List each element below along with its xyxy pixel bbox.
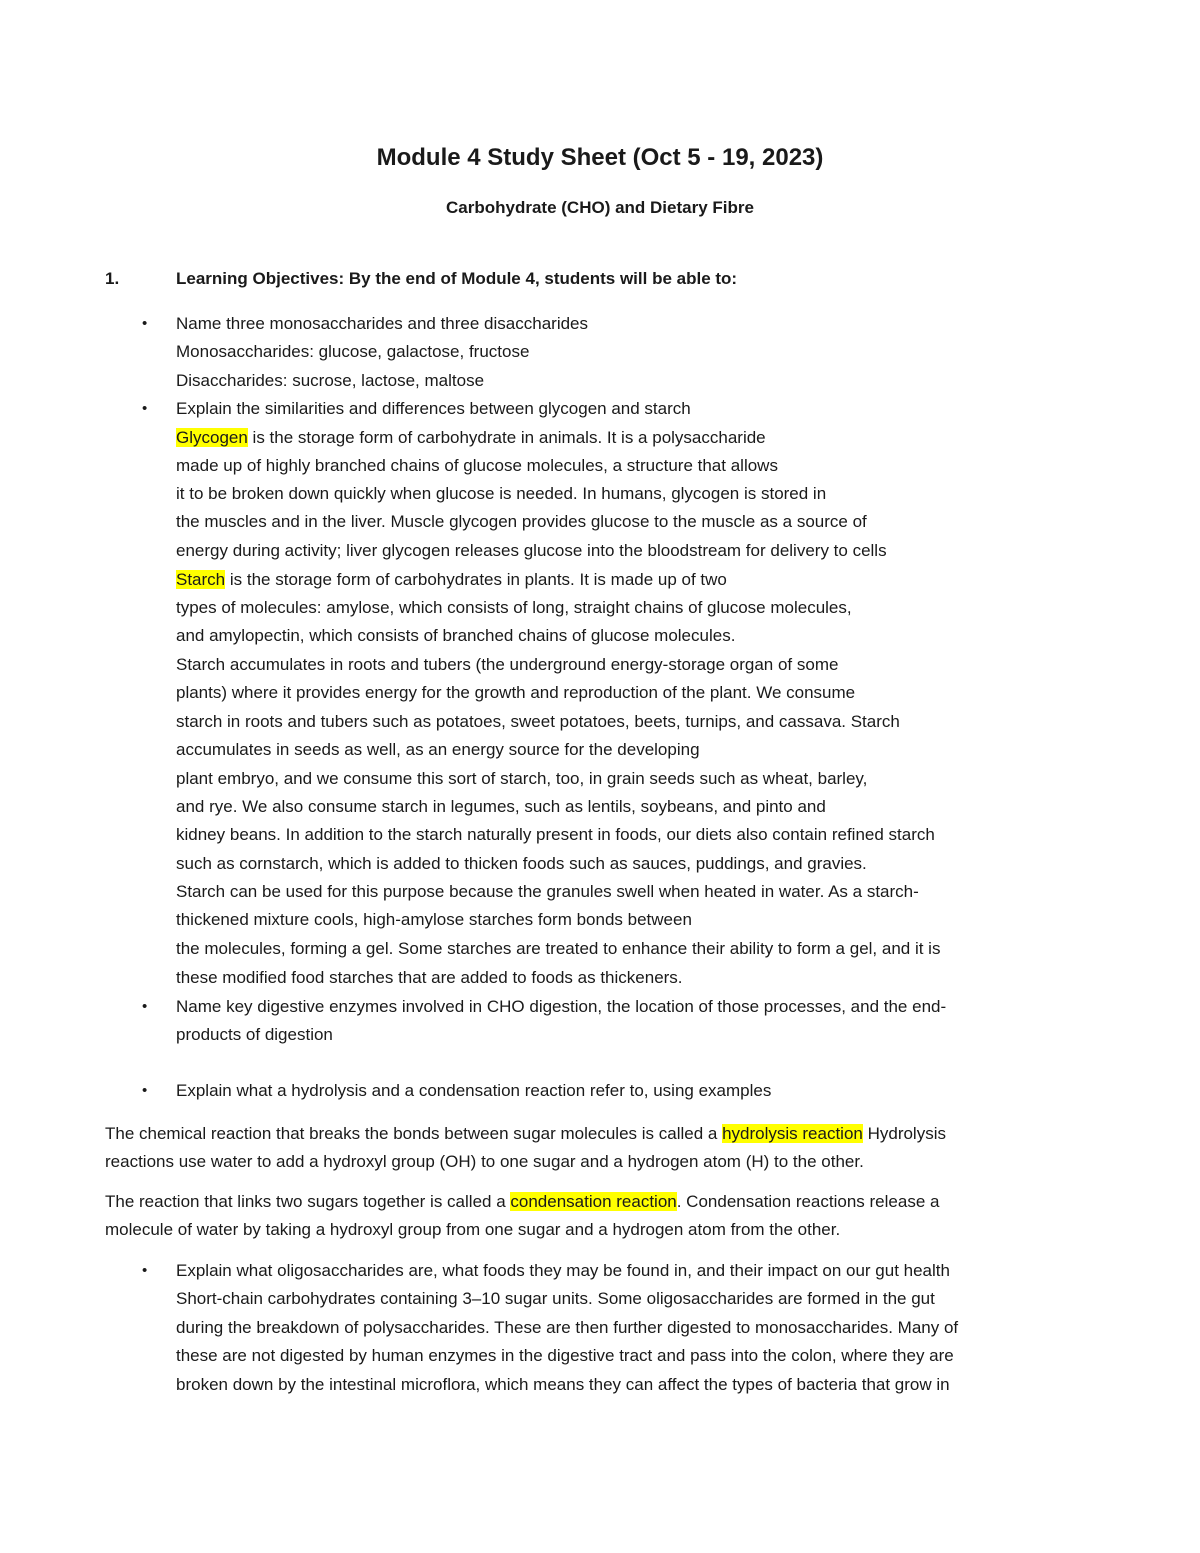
text-line: products of digestion [176,1025,333,1044]
text-line: kidney beans. In addition to the starch naturally present in foods, our diets also contain refined starch [176,825,935,844]
starch-definition-line: Starch is the storage form of carbohydrates in plants. It is made up of two [176,570,727,589]
section-heading-text: Learning Objectives: By the end of Module 4, students will be able to: [176,269,738,288]
text-line: and amylopectin, which consists of branched chains of glucose molecules. [176,626,736,645]
monosaccharides-answer: Monosaccharides: glucose, galactose, fructose [176,342,530,361]
bullet-icon: • [142,1082,148,1099]
text-line: made up of highly branched chains of glucose molecules, a structure that allows [176,456,778,475]
text-line: thickened mixture cools, high-amylose starches form bonds between [176,910,692,929]
document-title: Module 4 Study Sheet (Oct 5 - 19, 2023) [376,144,824,171]
objective-digestive-enzymes: Name key digestive enzymes involved in CHO digestion, the location of those processes, and the end- [176,997,947,1016]
bullet-icon: • [142,1262,148,1279]
condensation-highlight: condensation reaction [510,1192,677,1211]
hydrolysis-paragraph-line: The chemical reaction that breaks the bonds between sugar molecules is called a hydrolysis reaction Hydrolysis [105,1124,946,1143]
text-line: and rye. We also consume starch in legumes, such as lentils, soybeans, and pinto and [176,797,826,816]
objective-monosaccharides: Name three monosaccharides and three disaccharides [176,314,589,333]
text-line: types of molecules: amylose, which consists of long, straight chains of glucose molecules, [176,598,852,617]
objective-hydrolysis-condensation: Explain what a hydrolysis and a condensation reaction refer to, using examples [176,1081,772,1100]
glycogen-highlight: Glycogen [176,428,248,447]
text-line: energy during activity; liver glycogen releases glucose into the bloodstream for delivery to cells [176,541,887,560]
text-line: reactions use water to add a hydroxyl group (OH) to one sugar and a hydrogen atom (H) to the other. [105,1152,864,1171]
document-subtitle: Carbohydrate (CHO) and Dietary Fibre [446,198,754,217]
objective-oligosaccharides: Explain what oligosaccharides are, what foods they may be found in, and their impact on our gut health [176,1261,950,1280]
section-number: 1. [105,269,120,288]
bullet-icon: • [142,998,148,1015]
text-line: broken down by the intestinal microflora, which means they can affect the types of bacteria that grow in [176,1375,950,1394]
text-line: plant embryo, and we consume this sort of starch, too, in grain seeds such as wheat, barley, [176,769,868,788]
text-line: Short-chain carbohydrates containing 3–10 sugar units. Some oligosaccharides are formed in the gut [176,1289,935,1308]
disaccharides-answer: Disaccharides: sucrose, lactose, maltose [176,371,485,390]
text-line: the molecules, forming a gel. Some starches are treated to enhance their ability to form a gel, and it is [176,939,941,958]
bullet-icon: • [142,315,148,332]
text-line: the muscles and in the liver. Muscle glycogen provides glucose to the muscle as a source of [176,512,867,531]
text-line: plants) where it provides energy for the growth and reproduction of the plant. We consume [176,683,856,702]
starch-highlight: Starch [176,570,226,589]
text-line: Starch accumulates in roots and tubers (the underground energy-storage organ of some [176,655,839,674]
condensation-paragraph-line: The reaction that links two sugars together is called a condensation reaction. Condensation reactions release a [105,1192,940,1211]
text-line: such as cornstarch, which is added to thicken foods such as sauces, puddings, and gravies. [176,854,867,873]
text-line: starch in roots and tubers such as potatoes, sweet potatoes, beets, turnips, and cassava. Starch [176,712,900,731]
text-line: these are not digested by human enzymes in the digestive tract and pass into the colon, where they are [176,1346,954,1365]
text-line: molecule of water by taking a hydroxyl group from one sugar and a hydrogen atom from the other. [105,1220,841,1239]
text-line: Starch can be used for this purpose because the granules swell when heated in water. As a starch- [176,882,919,901]
glycogen-definition-line: Glycogen is the storage form of carbohydrate in animals. It is a polysaccharide [176,428,766,447]
text-line: these modified food starches that are added to foods as thickeners. [176,968,683,987]
hydrolysis-highlight: hydrolysis reaction [722,1124,863,1143]
text-line: accumulates in seeds as well, as an energy source for the developing [176,740,700,759]
text-line: during the breakdown of polysaccharides. These are then further digested to monosaccharides. Many of [176,1318,959,1337]
objective-glycogen-starch: Explain the similarities and differences between glycogen and starch [176,399,691,418]
text-line: it to be broken down quickly when glucose is needed. In humans, glycogen is stored in [176,484,827,503]
bullet-icon: • [142,400,148,417]
